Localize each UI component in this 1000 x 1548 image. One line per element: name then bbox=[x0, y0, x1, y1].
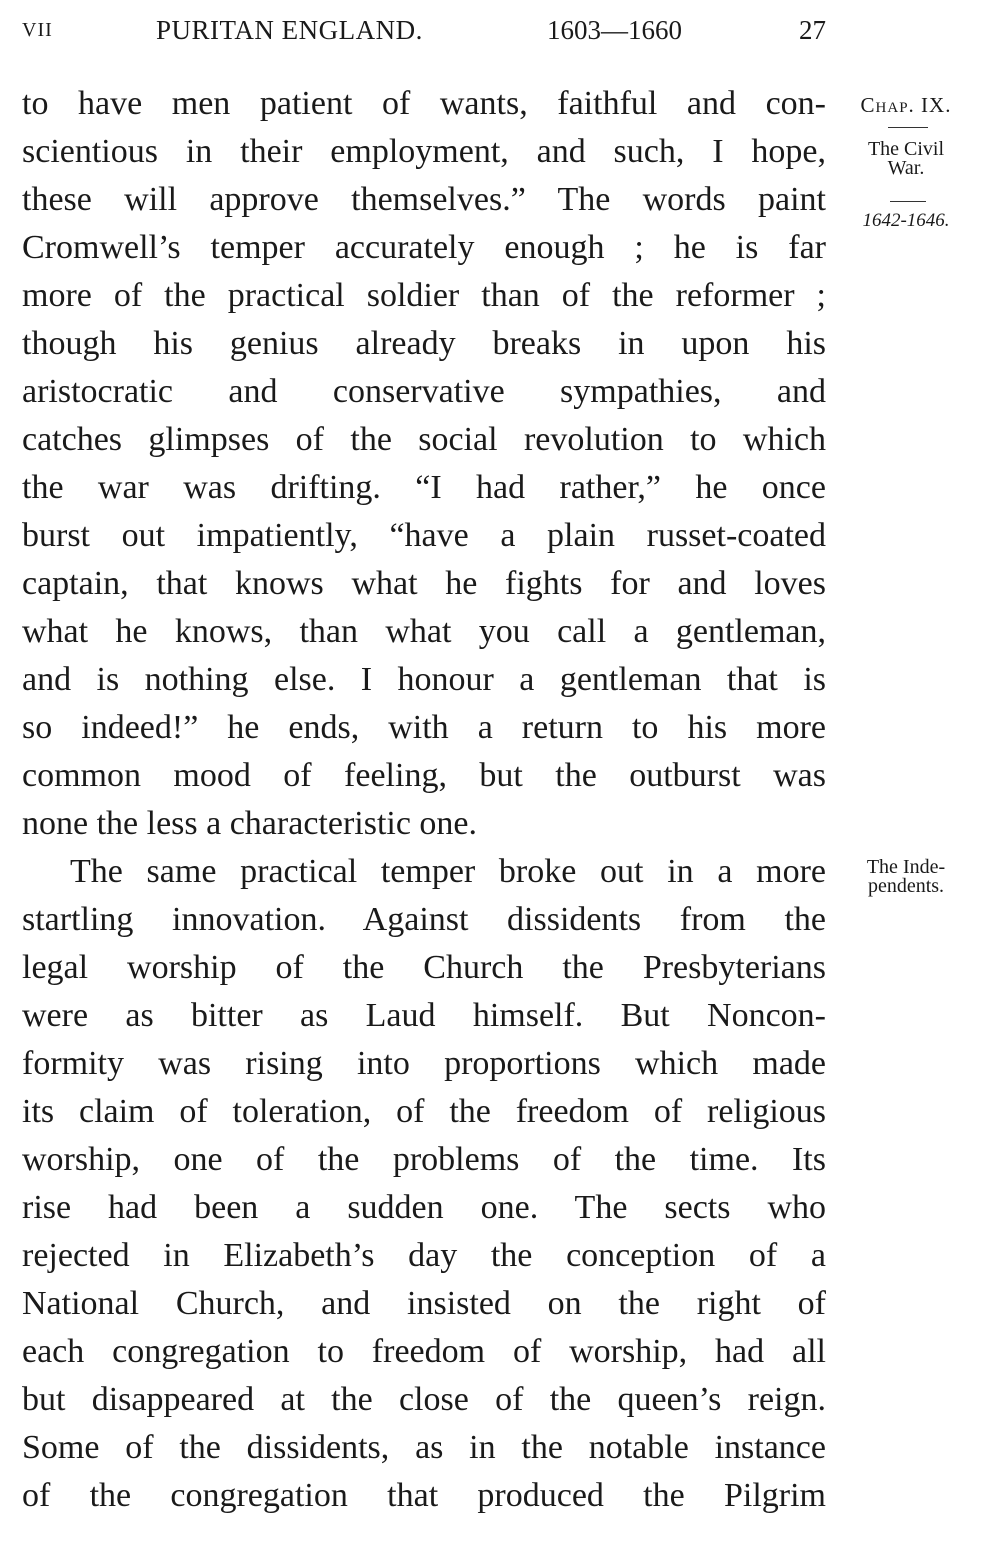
text-line: catches glimpses of the social revolution to which bbox=[22, 421, 826, 458]
text-line: aristocratic and conservative sympathies, and bbox=[22, 373, 826, 410]
text-line: of the congregation that produced the Pilgrim bbox=[22, 1477, 826, 1514]
text-line: the war was drifting. “I had rather,” he once bbox=[22, 469, 826, 506]
header-chapter-number: VII bbox=[22, 19, 53, 41]
margin-note-independents-line: The Inde- bbox=[866, 856, 946, 878]
header-dates: 1603—1660 bbox=[547, 15, 682, 45]
text-line: were as bitter as Laud himself. But Noncon- bbox=[22, 997, 826, 1034]
margin-note-subject bbox=[846, 140, 966, 178]
text-line: captain, that knows what he fights for and loves bbox=[22, 565, 826, 602]
text-line: worship, one of the problems of the time. Its bbox=[22, 1141, 826, 1178]
paragraph-1 bbox=[22, 80, 826, 848]
margin-note-years: 1642-1646. bbox=[862, 210, 950, 231]
text-line: Cromwell’s temper accurately enough ; he is far bbox=[22, 229, 826, 266]
text-line: common mood of feeling, but the outburst was bbox=[22, 757, 826, 794]
margin-note-independents-line: pendents. bbox=[867, 875, 945, 897]
text-line: but disappeared at the close of the queen’s reign. bbox=[22, 1381, 826, 1418]
text-line: its claim of toleration, of the freedom of religious bbox=[22, 1093, 826, 1130]
margin-divider bbox=[890, 201, 926, 202]
text-line: none the less a characteristic one. bbox=[22, 805, 478, 842]
text-line: to have men patient of wants, faithful and con- bbox=[22, 85, 826, 122]
running-header bbox=[22, 12, 828, 48]
text-line: so indeed!” he ends, with a return to his more bbox=[22, 709, 826, 746]
text-line: rejected in Elizabeth’s day the conception of a bbox=[22, 1237, 826, 1274]
paragraph-2 bbox=[22, 848, 826, 1520]
text-line: legal worship of the Church the Presbyterians bbox=[22, 949, 826, 986]
body-text bbox=[22, 80, 826, 1520]
margin-note-subject-line: The Civil bbox=[867, 138, 945, 160]
text-line: burst out impatiently, “have a plain russet-coated bbox=[22, 517, 826, 554]
text-line: what he knows, than what you call a gentleman, bbox=[22, 613, 826, 650]
text-line: National Church, and insisted on the right of bbox=[22, 1285, 826, 1322]
text-line: and is nothing else. I honour a gentleman that is bbox=[22, 661, 826, 698]
header-title: PURITAN ENGLAND. bbox=[156, 15, 423, 45]
text-line: these will approve themselves.” The words paint bbox=[22, 181, 826, 218]
margin-note-chapter: Chap. IX. bbox=[860, 93, 952, 117]
text-line: formity was rising into proportions which made bbox=[22, 1045, 826, 1082]
text-line: more of the practical soldier than of the reformer ; bbox=[22, 277, 826, 314]
text-line: The same practical temper broke out in a more bbox=[70, 853, 826, 890]
margin-note-subject-line: War. bbox=[887, 157, 925, 179]
page-number: 27 bbox=[799, 15, 826, 45]
margin-note-independents bbox=[846, 858, 966, 896]
text-line: rise had been a sudden one. The sects who bbox=[22, 1189, 826, 1226]
text-line: each congregation to freedom of worship, had all bbox=[22, 1333, 826, 1370]
margin-divider bbox=[888, 127, 928, 128]
text-line: startling innovation. Against dissidents from the bbox=[22, 901, 826, 938]
text-line: Some of the dissidents, as in the notable instance bbox=[22, 1429, 826, 1466]
text-line: though his genius already breaks in upon his bbox=[22, 325, 826, 362]
text-line: scientious in their employment, and such, I hope, bbox=[22, 133, 826, 170]
